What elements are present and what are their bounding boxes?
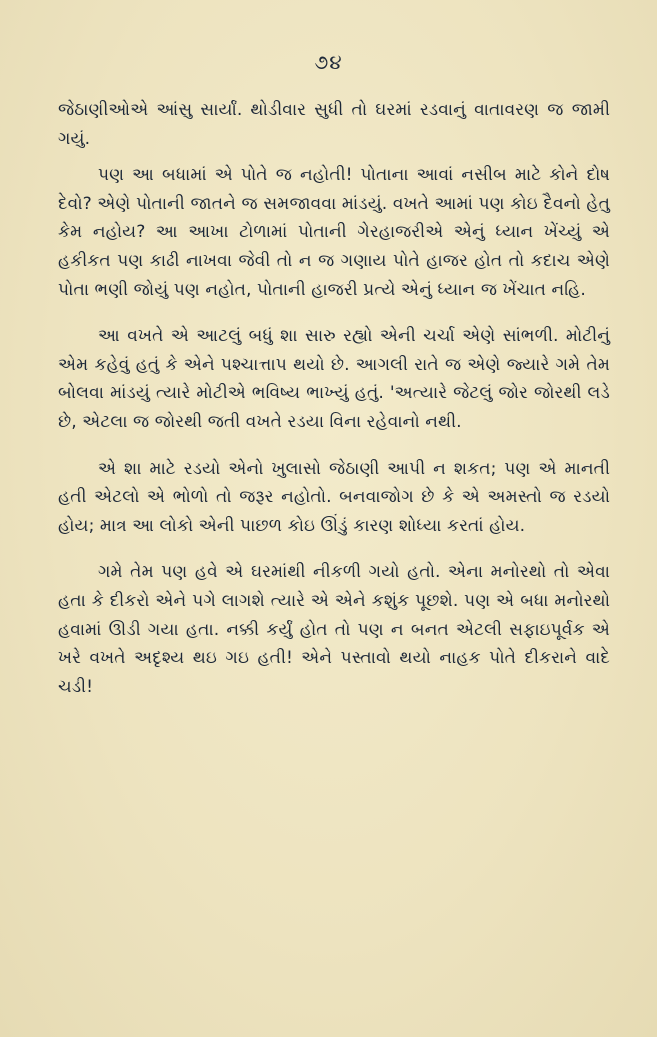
paragraph-5: ગમે તેમ પણ હવે એ ઘરમાંથી નીકળી ગયો હતો. એના મનોરથો તો એવા હતા કે દીકરો એને પગે લાગશે ત્યારે એ એને કશુંક પૂછશે. પણ એ બધા મનોરથો હવામાં ઊડી ગયા હતા. નક્કી કર્યું હોત તો પણ ન બનત એટલી સફાઇપૂર્વક એ ખરે વખતે અદૃશ્ય થઇ ગઇ હતી! એને પસ્તાવો થયો નાહક પોતે દીકરાને વાદે ચડી!: [58, 562, 610, 697]
paragraph-3: આ વખતે એ આટલું બધું શા સારુ રહ્યો એની ચર્ચા એણે સાંભળી. મોટીનું એમ કહેવું હતું કે એને પશ્ચાત્તાપ થયો છે. આગલી રાતે જ એણે જ્યારે ગમે તેમ બોલવા માંડયું ત્યારે મોટીએ ભવિષ્ય ભાખ્યું હતું. 'અત્યારે જેટલું જોર જોરથી લડે છે, એટલા જ જોરથી જતી વખતે રડયા વિના રહેવાનો નથી.: [58, 326, 610, 432]
paragraph-1: જેઠાણીઓએ આંસુ સાર્યાં. થોડીવાર સુધી તો ઘરમાં રડવાનું વાતાવરણ જ જામી ગયું.: [58, 100, 610, 149]
paragraph-2: પણ આ બધામાં એ પોતે જ નહોતી! પોતાના આવાં નસીબ માટે કોને દોષ દેવો? એણે પોતાની જાતને જ સમજાવવા માંડયું. વખતે આમાં પણ કોઇ દૈવનો હેતુ કેમ નહોય? આ આખા ટોળામાં પોતાની ગેરહાજરીએ એનું ધ્યાન ખેંચ્યું એ હકીકત પણ કાઢી નાખવા જેવી તો ન જ ગણાય પોતે હાજર હોત તો કદાચ એણે પોતા ભણી જોયું પણ નહોત, પોતાની હાજરી પ્રત્યે એનું ધ્યાન જ ખેંચાત નહિ.: [58, 165, 610, 300]
paragraph-4: એ શા માટે રડયો એનો ખુલાસો જેઠાણી આપી ન શકત; પણ એ માનતી હતી એટલો એ ભોળો તો જરૂર નહોતો. બનવાજોગ છે કે એ અમસ્તો જ રડયો હોય; માત્ર આ લોકો એની પાછળ કોઇ ઊંડું કારણ શોધ્યા કરતાં હોય.: [58, 458, 610, 536]
page-number: ૭૪: [314, 50, 343, 74]
page-body: [58, 96, 610, 701]
